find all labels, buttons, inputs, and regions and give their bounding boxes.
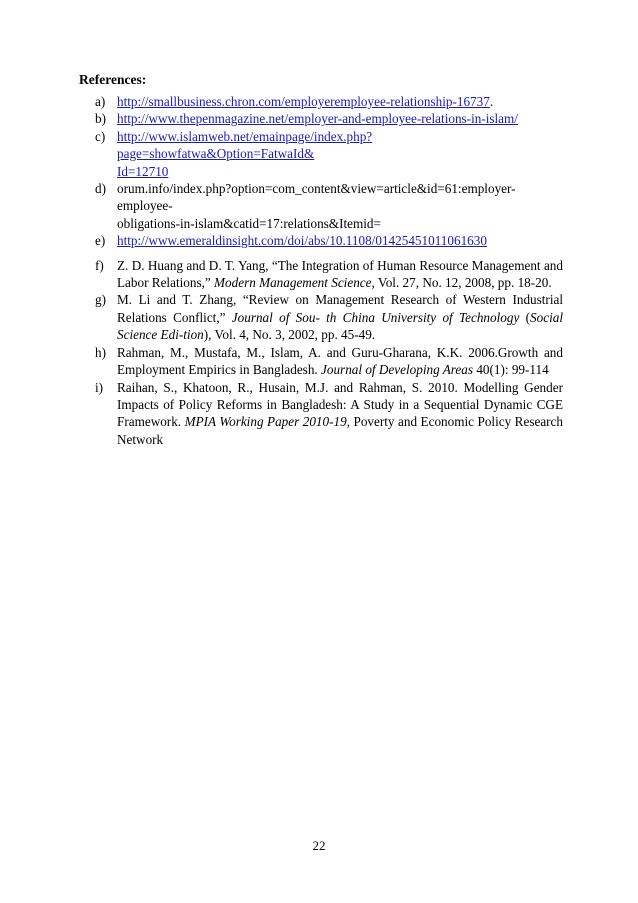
reference-label: c) xyxy=(95,128,106,144)
journal-title: Journal of Sou- th China University of Technology xyxy=(231,309,520,325)
reference-label: g) xyxy=(95,292,106,308)
journal-title: Modern Management Science xyxy=(214,275,372,291)
reference-link[interactable]: http://www.islamweb.net/emainpage/index.php?page=showfatwa&Option=FatwaId& xyxy=(117,128,373,162)
reference-label: f) xyxy=(95,257,104,273)
reference-item-h xyxy=(95,344,563,379)
reference-item-i xyxy=(95,379,563,449)
reference-label: a) xyxy=(95,94,106,109)
reference-item-c xyxy=(95,128,563,180)
reference-text: Rahman, M., Mustafa, M., Islam, A. and Guru-Gharana, K.K. 2006.Growth and Employment Empirics in Bangladesh. xyxy=(117,344,563,378)
journal-title: MPIA Working Paper 2010-19 xyxy=(184,414,347,430)
reference-text: , Poverty and Economic Policy Research Network xyxy=(117,414,564,447)
reference-text: obligations-in-islam&catid=17:relations&Itemid= xyxy=(117,215,381,231)
reference-link[interactable]: Id=12710 xyxy=(117,163,169,179)
reference-text: , Vol. 27, No. 12, 2008, pp. 18-20. xyxy=(371,275,552,291)
reference-link[interactable]: http://www.emeraldinsight.com/doi/abs/10.1108/01425451011061630 xyxy=(117,233,487,249)
reference-item-b xyxy=(95,110,563,127)
reference-label: h) xyxy=(95,344,106,360)
reference-item-e xyxy=(95,232,563,249)
reference-label: i) xyxy=(95,379,104,395)
reference-text: 40(1): 99-114 xyxy=(473,362,549,378)
reference-item-d xyxy=(95,180,563,232)
reference-link[interactable]: http://www.thepenmagazine.net/employer-and-employee-relations-in-islam/ xyxy=(117,111,518,127)
reference-link[interactable]: http://smallbusiness.chron.com/employeremployee-relationship-16737 xyxy=(117,94,490,109)
reference-item-f xyxy=(95,257,563,292)
reference-text: M. Li and T. Zhang, “Review on Management Research of Western Industrial Relations Conflict,” xyxy=(117,292,563,325)
references-list xyxy=(95,93,563,448)
reference-label: d) xyxy=(95,181,106,197)
reference-text: Raihan, S., Khatoon, R., Husain, M.J. and Rahman, S. 2010. Modelling Gender Impacts of Policy Reforms in Bangladesh: A Study in a Sequential Dynamic CGE Framework. xyxy=(117,379,563,430)
page-number: 22 xyxy=(312,838,326,853)
reference-item-g xyxy=(95,291,563,343)
reference-item-a xyxy=(95,93,563,110)
references-heading: References: xyxy=(79,72,147,87)
reference-text: ), Vol. 4, No. 3, 2002, pp. 45-49. xyxy=(203,327,376,343)
reference-label: b) xyxy=(95,111,106,127)
journal-title: Social Science Edi-tion xyxy=(117,309,563,343)
reference-text: ( xyxy=(519,309,531,325)
reference-label: e) xyxy=(95,233,106,249)
reference-text: Z. D. Huang and D. T. Yang, “The Integration of Human Resource Management and Labor Relations,” xyxy=(117,257,563,291)
journal-title: Journal of Developing Areas xyxy=(321,362,474,378)
reference-text: orum.info/index.php?option=com_content&view=article&id=61:employer-employee- xyxy=(117,181,516,214)
reference-text: . xyxy=(489,94,494,109)
